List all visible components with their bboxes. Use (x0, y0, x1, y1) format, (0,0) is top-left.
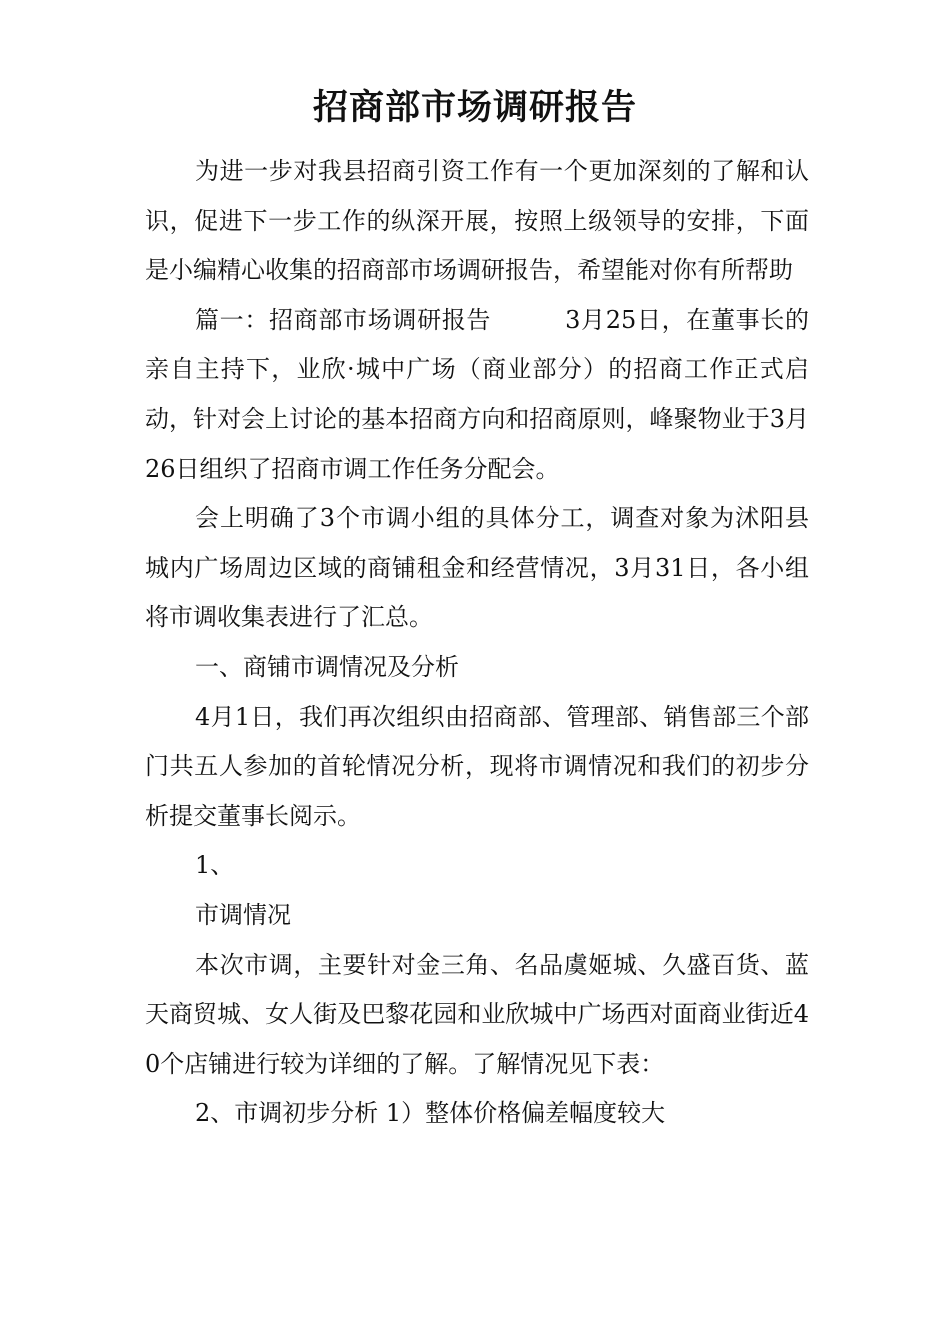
intro-paragraph: 为进一步对我县招商引资工作有一个更加深刻的了解和认识，促进下一步工作的纵深开展，按照上级领导的安排，下面是小编精心收集的招商部市场调研报告，希望能对你有所帮助 (145, 157, 809, 285)
section-one-paragraph: 篇一：招商部市场调研报告 3月25日，在董事长的亲自主持下，业欣·城中广场（商业部分）的招商工作正式启动，针对会上讨论的基本招商方向和招商原则，峰聚物业于3月26日组织了招商市调工作任务分配会。 (145, 305, 809, 483)
list-number: 1、 (195, 851, 235, 880)
survey-paragraph: 本次市调，主要针对金三角、名品虞姬城、久盛百货、蓝天商贸城、女人街及巴黎花园和业欣城中广场西对面商业街近40个店铺进行较为详细的了解。了解情况见下表： (145, 950, 809, 1078)
document-title: 招商部市场调研报告 (312, 87, 637, 128)
subsection-heading: 市调情况 (195, 900, 291, 929)
section-heading: 一、商铺市调情况及分析 (195, 652, 459, 681)
analysis-paragraph: 4月1日，我们再次组织由招商部、管理部、销售部三个部门共五人参加的首轮情况分析，现将市调情况和我们的初步分析提交董事长阅示。 (145, 702, 809, 830)
preliminary-analysis-paragraph: 2、市调初步分析 1）整体价格偏差幅度较大 (195, 1099, 666, 1128)
meeting-paragraph: 会上明确了3个市调小组的具体分工，调查对象为沭阳县城内广场周边区域的商铺租金和经营情况，3月31日，各小组将市调收集表进行了汇总。 (145, 504, 809, 632)
document-body (145, 147, 809, 1139)
